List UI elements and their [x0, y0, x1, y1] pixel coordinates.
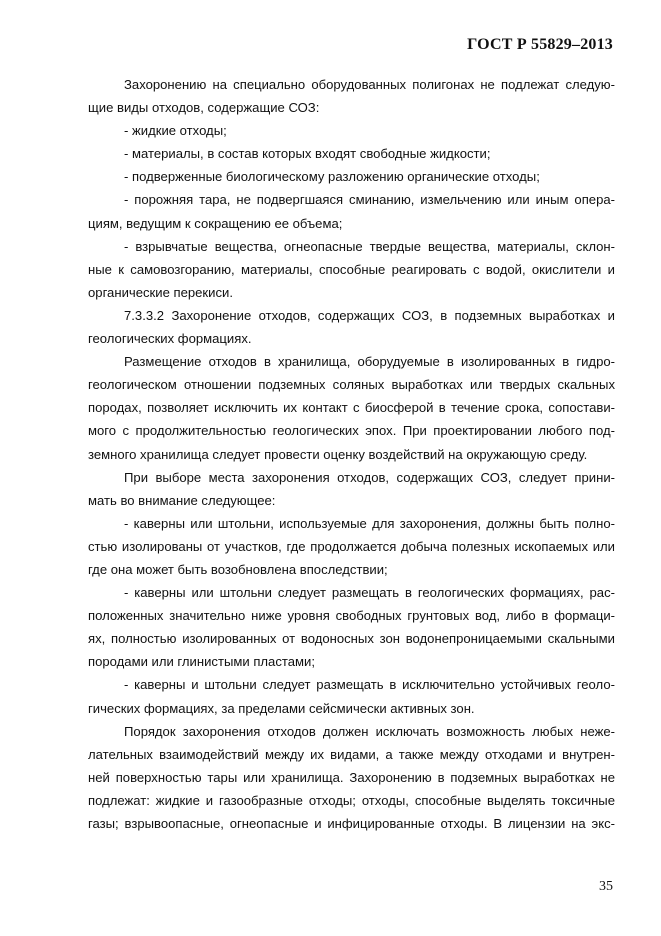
paragraph	[88, 350, 615, 465]
text-line: Захоронению на специально оборудованных полигонах не подлежат следую-	[124, 77, 615, 92]
paragraph	[88, 466, 615, 512]
text-line: 7.3.3.2 Захоронение отходов, содержащих СОЗ, в подземных выработках и	[124, 307, 615, 323]
paragraph	[88, 304, 615, 350]
text-line: - каверны или штольни следует размещать в геологических формациях, рас-	[124, 585, 615, 601]
document-body	[88, 73, 615, 835]
text-line: ней поверхностью тары или хранилища. Захоронению в подземных выработках не	[88, 769, 615, 785]
paragraph	[88, 165, 615, 188]
paragraph	[88, 720, 615, 835]
paragraph	[88, 673, 615, 719]
text-line: положенных значительно ниже уровня свободных грунтовых вод, либо в формаци-	[88, 608, 615, 624]
text-line: мать во внимание следующее:	[88, 492, 276, 508]
text-line: - взрывчатые вещества, огнеопасные твердые вещества, материалы, склон-	[124, 238, 615, 254]
text-line: гических формациях, за пределами сейсмически активных зон.	[88, 700, 475, 716]
text-line: При выборе места захоронения отходов, содержащих СОЗ, следует прини-	[124, 469, 615, 485]
text-line: геологических формациях.	[88, 331, 252, 347]
document-header	[467, 36, 613, 54]
paragraph	[88, 235, 615, 304]
text-line: - материалы, в состав которых входят свободные жидкости;	[124, 146, 491, 162]
text-line: щие виды отходов, содержащие СОЗ:	[88, 100, 320, 116]
text-line: Порядок захоронения отходов должен исключать возможность любых неже-	[124, 723, 615, 739]
text-line: лательных взаимодействий между их видами, а также между отходами и внутрен-	[88, 746, 615, 762]
text-line: - жидкие отходы;	[124, 123, 227, 139]
text-line: циям, ведущим к сокращению ее объема;	[88, 215, 343, 231]
paragraph	[88, 73, 615, 119]
text-line: - порожняя тара, не подвергшаяся сминанию, измельчению или иным опера-	[124, 192, 615, 208]
text-line: ях, полностью изолированных от водоносных зон водонепроницаемыми скальными	[88, 631, 615, 647]
text-line: газы; взрывоопасные, огнеопасные и инфицированные отходы. В лицензии на экс-	[88, 816, 615, 831]
text-line: стью изолированы от участков, где продолжается добыча полезных ископаемых или	[88, 538, 615, 554]
text-line: - каверны и штольни следует размещать в исключительно устойчивых геоло-	[124, 677, 615, 693]
paragraph	[88, 581, 615, 673]
text-line: мого с продолжительностью геологических эпох. При проектировании любого под-	[88, 423, 615, 439]
text-line: - подверженные биологическому разложению органические отходы;	[124, 169, 540, 185]
text-line: органические перекиси.	[88, 284, 233, 300]
page-number: 35	[599, 879, 613, 894]
text-line: Размещение отходов в хранилища, оборудуемые в изолированных в гидро-	[124, 354, 615, 370]
text-line: ные к самовозгоранию, материалы, способные реагировать с водой, окислители и	[88, 261, 615, 277]
text-line: породами или глинистыми пластами;	[88, 654, 315, 670]
text-line: геологическом отношении подземных соляных выработках или твердых скальных	[88, 377, 615, 393]
text-line: породах, позволяет исключить их контакт с биосферой в течение срока, сопостави-	[88, 400, 615, 416]
text-line: земного хранилища следует провести оценку воздействий на окружающую среду.	[88, 446, 588, 462]
paragraph	[88, 119, 615, 142]
text-line: подлежат: жидкие и газообразные отходы; отходы, способные выделять токсичные	[88, 792, 615, 808]
text-line: - каверны или штольни, используемые для захоронения, должны быть полно-	[124, 515, 615, 531]
paragraph	[88, 142, 615, 165]
text-line: где она может быть возобновлена впоследствии;	[88, 561, 388, 577]
paragraph	[88, 512, 615, 581]
standard-number: ГОСТ Р 55829–2013	[467, 36, 613, 53]
paragraph	[88, 188, 615, 234]
